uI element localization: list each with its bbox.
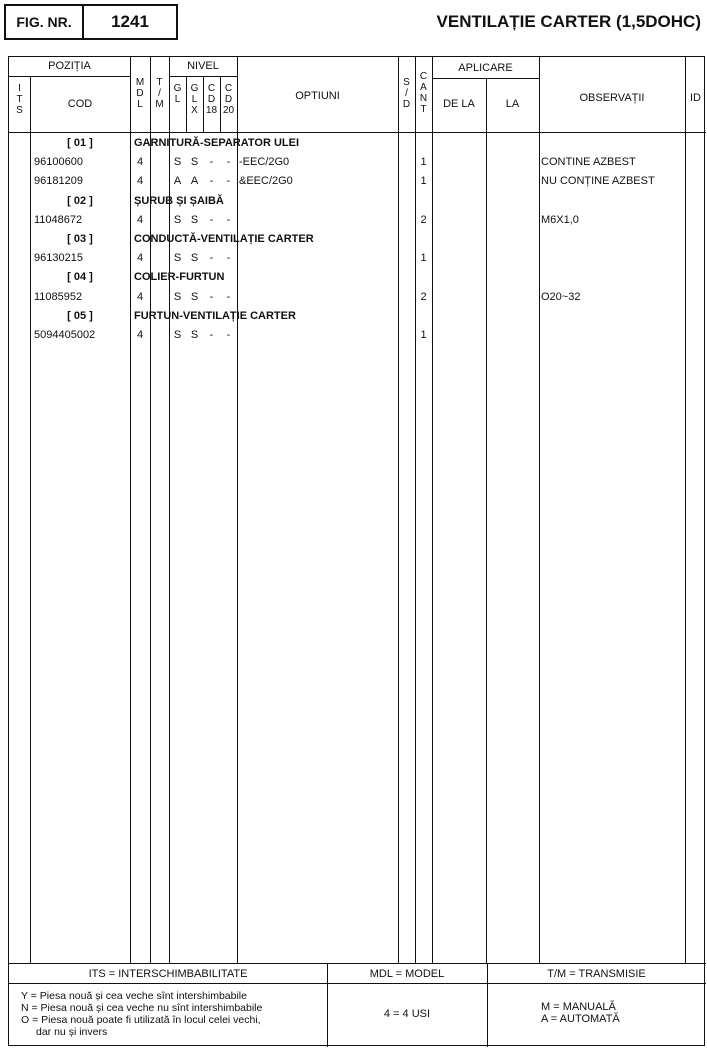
row-cod: 96100600 xyxy=(34,156,83,169)
row-cd18: - xyxy=(209,213,214,226)
row-pos: [ 02 ] xyxy=(67,194,93,207)
header-cd18: C D 18 xyxy=(205,83,218,116)
header-nivel: NIVEL xyxy=(187,60,219,72)
row-cd20: - xyxy=(226,252,231,265)
row-group-name: FURTUN-VENTILAȚIE CARTER xyxy=(134,309,296,322)
row-pos: [ 03 ] xyxy=(67,233,93,245)
row-cd18: - xyxy=(209,175,214,188)
row-glx: S xyxy=(190,329,199,341)
parts-table xyxy=(8,56,705,1046)
row-gl: A xyxy=(173,175,182,188)
hline-legend-top xyxy=(9,963,706,964)
legend-mdl-title: MDL = MODEL xyxy=(369,968,445,980)
row-cd20: - xyxy=(226,329,231,341)
row-cod: 11048672 xyxy=(34,213,83,226)
row-glx: A xyxy=(190,175,199,188)
vline-mdl xyxy=(150,57,151,963)
row-cant: 1 xyxy=(420,175,427,188)
header-observatii: OBSERVAȚII xyxy=(579,92,645,104)
vline-nivel xyxy=(237,57,238,963)
legend-its-title: ITS = INTERSCHIMBABILITATE xyxy=(88,968,248,980)
row-cant: 2 xyxy=(420,213,427,226)
header-la: LA xyxy=(505,98,520,110)
row-opt: &EEC/2G0 xyxy=(239,175,293,188)
vline-la xyxy=(539,57,540,963)
hline-legend-mid xyxy=(9,983,706,984)
legend-mdl-value: 4 = 4 USI xyxy=(383,1008,431,1020)
row-gl: S xyxy=(173,329,182,341)
row-mdl: 4 xyxy=(136,213,144,226)
legend-its-lines: Y = Piesa nouă și cea veche sînt intershimbabile N = Piesa nouă și cea veche nu sînt intershimbabile O = Piesa nouă poate fi utilizată în locul celei vechi, dar nu și invers xyxy=(21,990,263,1038)
row-mdl: 4 xyxy=(136,175,144,188)
row-pos: [ 05 ] xyxy=(67,309,93,322)
header-cant: C A N T xyxy=(419,71,428,115)
header-aplicare: APLICARE xyxy=(458,62,513,74)
header-mdl: M D L xyxy=(135,77,145,110)
header-de-la: DE LA xyxy=(443,98,475,110)
row-obs: CONTINE AZBEST xyxy=(541,156,636,169)
row-cod: 11085952 xyxy=(34,290,83,303)
row-gl: S xyxy=(173,290,182,303)
legend-tm-title: T/M = TRANSMISIE xyxy=(547,968,646,980)
header-tm: T / M xyxy=(155,77,164,110)
row-group-name: CONDUCTĂ-VENTILAȚIE CARTER xyxy=(134,233,314,245)
row-gl: S xyxy=(173,213,182,226)
row-mdl: 4 xyxy=(136,252,144,265)
row-obs: M6X1,0 xyxy=(541,213,579,226)
row-glx: S xyxy=(190,213,199,226)
row-cant: 1 xyxy=(420,329,427,341)
row-cd20: - xyxy=(226,213,231,226)
row-pos: [ 04 ] xyxy=(67,271,93,284)
header-glx: G L X xyxy=(190,83,199,116)
row-gl: S xyxy=(173,156,182,169)
row-cod: 96130215 xyxy=(34,252,83,265)
header-optiuni: OPTIUNI xyxy=(295,90,340,102)
vline-optiuni xyxy=(398,57,399,963)
row-glx: S xyxy=(190,252,199,265)
fig-label: FIG. NR. xyxy=(4,4,84,40)
row-obs: NU CONȚINE AZBEST xyxy=(541,175,655,188)
row-cod: 96181209 xyxy=(34,175,83,188)
row-cd20: - xyxy=(226,175,231,188)
row-cd20: - xyxy=(226,156,231,169)
vline-cant xyxy=(432,57,433,963)
vline-its xyxy=(30,76,31,963)
row-group-name: GARNITURĂ-SEPARATOR ULEI xyxy=(134,137,299,149)
header-cd20: C D 20 xyxy=(222,83,235,116)
header-gl: G L xyxy=(173,83,182,105)
row-cd18: - xyxy=(209,329,214,341)
row-opt: -EEC/2G0 xyxy=(239,156,290,169)
row-group-name: COLIER-FURTUN xyxy=(134,271,225,284)
row-gl: S xyxy=(173,252,182,265)
row-mdl: 4 xyxy=(136,329,144,341)
header-sd: S / D xyxy=(402,77,411,110)
row-obs: O20~32 xyxy=(541,290,581,303)
row-group-name: ȘURUB ȘI ȘAIBĂ xyxy=(134,194,224,207)
header-its: I T S xyxy=(16,83,23,116)
vline-tm xyxy=(169,57,170,963)
hline-pozitia xyxy=(9,76,130,77)
row-cd18: - xyxy=(209,252,214,265)
header-cod: COD xyxy=(67,98,93,110)
fig-number: 1241 xyxy=(82,4,178,40)
row-cant: 1 xyxy=(420,156,427,169)
vline-sd xyxy=(415,57,416,963)
page-title: VENTILAȚIE CARTER (1,5DOHC) xyxy=(436,12,701,31)
row-cant: 1 xyxy=(420,252,427,265)
row-cant: 2 xyxy=(420,290,427,303)
row-mdl: 4 xyxy=(136,290,144,303)
vline-cod xyxy=(130,57,131,963)
row-cod: 5094405002 xyxy=(34,329,96,341)
row-mdl: 4 xyxy=(136,156,144,169)
header-pozitia: POZIȚIA xyxy=(48,60,91,72)
row-cd18: - xyxy=(209,290,214,303)
row-glx: S xyxy=(190,290,199,303)
header-id: ID xyxy=(690,92,701,104)
row-pos: [ 01 ] xyxy=(67,137,93,149)
hline-header-bottom xyxy=(9,132,706,133)
row-cd18: - xyxy=(209,156,214,169)
legend-tm-lines: M = MANUALĂ A = AUTOMATĂ xyxy=(541,1001,620,1025)
row-glx: S xyxy=(190,156,199,169)
row-cd20: - xyxy=(226,290,231,303)
vline-obs xyxy=(685,57,686,963)
vline-dela xyxy=(486,78,487,963)
